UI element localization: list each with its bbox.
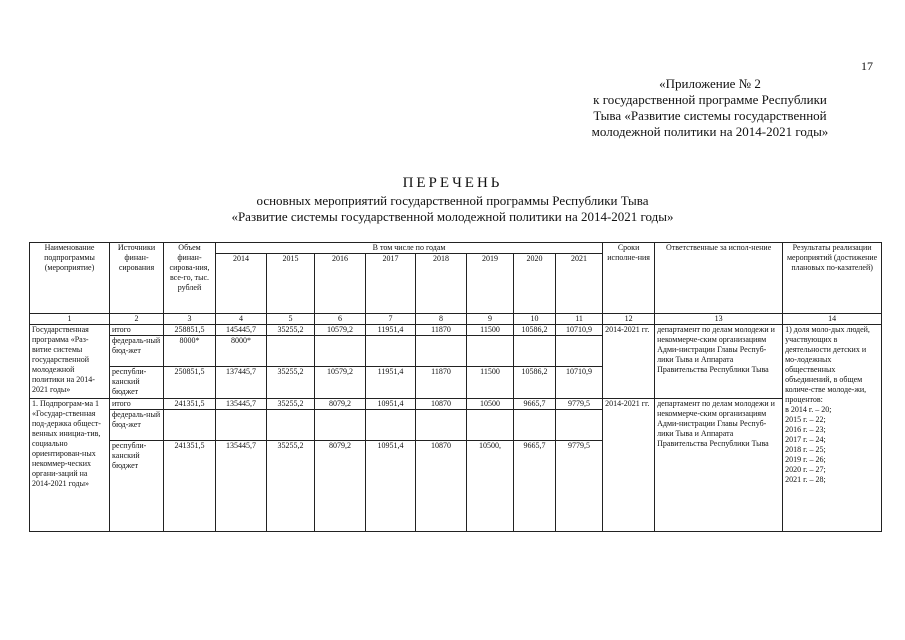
year-value-cell: 11951,4 (366, 325, 416, 336)
year-value-cell: 10579,2 (315, 325, 366, 336)
appendix-line-2: к государственной программе Республики (593, 92, 827, 107)
year-value-cell (416, 336, 467, 367)
year-value-cell: 135445,7 (216, 441, 267, 532)
source-cell: итого (110, 325, 164, 336)
year-value-cell: 9665,7 (514, 441, 556, 532)
year-value-cell: 10870 (416, 441, 467, 532)
header-year: 2017 (366, 254, 416, 314)
year-value-cell: 11870 (416, 325, 467, 336)
source-cell: итого (110, 399, 164, 410)
header-year: 2018 (416, 254, 467, 314)
source-cell: республи-канский бюджет (110, 441, 164, 532)
year-value-cell: 10951,4 (366, 441, 416, 532)
header-name: Наименование подпрограммы (мероприятие) (30, 243, 110, 314)
year-value-cell: 11500 (467, 325, 514, 336)
year-value-cell: 11951,4 (366, 367, 416, 399)
header-row (30, 243, 882, 254)
year-value-cell: 10579,2 (315, 367, 366, 399)
header-by-years: В том числе по годам (216, 243, 603, 254)
year-value-cell (267, 410, 315, 441)
year-value-cell: 10870 (416, 399, 467, 410)
results-text: 1) доля моло-дых людей, участвующих в деятельности детских и мо-лодежных общественных объединений, в общем количе-стве молоде-жи, процентов: (785, 325, 870, 404)
year-value-cell: 8000* (216, 336, 267, 367)
header-volume: Объем финан-сирова-ния, все-го, тыс. рублей (164, 243, 216, 314)
results-year: в 2014 г. – 20; (785, 405, 832, 414)
year-value-cell: 35255,2 (267, 441, 315, 532)
term-cell: 2014-2021 гг. (603, 325, 655, 399)
responsible-cell: департамент по делам молодежи и некоммерче-ским организациям Адми-нистрации Главы Респуб-лики Тыва и Аппарата Правительства Республики Тыва (655, 325, 783, 399)
year-value-cell (267, 336, 315, 367)
column-number: 10 (514, 314, 556, 325)
subprogram-name: 1. Подпрограм-ма 1 «Государ-ственная под-держка общест-венных инициа-тив, социально ориентирован-ных некоммер-ческих органи-заций на 2014-2021 годы» (30, 399, 110, 532)
year-value-cell: 10500, (467, 441, 514, 532)
year-value-cell: 9779,5 (556, 441, 603, 532)
total-cell: 258851,5 (164, 325, 216, 336)
column-number: 12 (603, 314, 655, 325)
results-year: 2017 г. – 24; (785, 435, 826, 444)
year-value-cell: 10710,9 (556, 325, 603, 336)
column-number: 6 (315, 314, 366, 325)
table-row (30, 325, 882, 336)
year-value-cell (315, 410, 366, 441)
results-cell (783, 325, 882, 532)
year-value-cell: 10586,2 (514, 367, 556, 399)
program-name: Государственная программа «Раз-витие системы государственной молодежной политики на 2014-2021 годы» (30, 325, 110, 399)
results-year: 2016 г. – 23; (785, 425, 826, 434)
year-value-cell: 9779,5 (556, 399, 603, 410)
column-number: 8 (416, 314, 467, 325)
page-number: 17 (861, 59, 873, 73)
results-year: 2020 г. – 27; (785, 465, 826, 474)
header-year: 2020 (514, 254, 556, 314)
year-value-cell: 145445,7 (216, 325, 267, 336)
total-cell (164, 410, 216, 441)
table-row (30, 399, 882, 410)
column-number: 9 (467, 314, 514, 325)
results-year: 2015 г. – 22; (785, 415, 826, 424)
activities-table (29, 242, 882, 532)
total-cell: 8000* (164, 336, 216, 367)
source-cell: федераль-ный бюд-жет (110, 410, 164, 441)
column-number: 2 (110, 314, 164, 325)
header-year: 2019 (467, 254, 514, 314)
year-value-cell: 35255,2 (267, 399, 315, 410)
column-number: 1 (30, 314, 110, 325)
year-value-cell (216, 410, 267, 441)
column-number: 11 (556, 314, 603, 325)
total-cell: 241351,5 (164, 399, 216, 410)
year-value-cell (315, 336, 366, 367)
header-year: 2014 (216, 254, 267, 314)
results-year: 2021 г. – 28; (785, 475, 826, 484)
document-title-line-2: «Развитие системы государственной молодежной политики на 2014-2021 годы» (231, 209, 674, 224)
header-year: 2016 (315, 254, 366, 314)
appendix-line-1: «Приложение № 2 (659, 76, 761, 91)
column-number: 3 (164, 314, 216, 325)
year-value-cell: 11870 (416, 367, 467, 399)
column-number: 13 (655, 314, 783, 325)
results-year: 2019 г. – 26; (785, 455, 826, 464)
term-cell: 2014-2021 гг. (603, 399, 655, 532)
results-year: 2018 г. – 25; (785, 445, 826, 454)
source-cell: федераль-ный бюд-жет (110, 336, 164, 367)
responsible-cell: департамент по делам молодежи и некоммерче-ским организациям Адми-нистрации Главы Респуб-лики Тыва и Аппарата Правительства Республики Тыва (655, 399, 783, 532)
year-value-cell: 137445,7 (216, 367, 267, 399)
year-value-cell: 8079,2 (315, 399, 366, 410)
year-value-cell (514, 336, 556, 367)
column-number: 7 (366, 314, 416, 325)
year-value-cell: 9665,7 (514, 399, 556, 410)
year-value-cell: 10951,4 (366, 399, 416, 410)
year-value-cell: 35255,2 (267, 325, 315, 336)
source-cell: республи-канский бюджет (110, 367, 164, 399)
year-value-cell (556, 336, 603, 367)
year-value-cell: 35255,2 (267, 367, 315, 399)
total-cell: 241351,5 (164, 441, 216, 532)
appendix-line-3: Тыва «Развитие системы государственной (593, 108, 827, 123)
header-source: Источники финан-сирования (110, 243, 164, 314)
column-number: 14 (783, 314, 882, 325)
total-cell: 250851,5 (164, 367, 216, 399)
column-number: 5 (267, 314, 315, 325)
year-value-cell: 135445,7 (216, 399, 267, 410)
year-value-cell (366, 410, 416, 441)
year-value-cell: 8079,2 (315, 441, 366, 532)
appendix-line-4: молодежной политики на 2014-2021 годы» (591, 124, 829, 139)
year-value-cell: 10500 (467, 399, 514, 410)
year-value-cell (467, 410, 514, 441)
header-year: 2015 (267, 254, 315, 314)
header-year: 2021 (556, 254, 603, 314)
document-title-line-1: основных мероприятий государственной программы Республики Тыва (256, 193, 649, 208)
column-numbers-row (30, 314, 882, 325)
header-responsible: Ответственные за испол-нение (655, 243, 783, 314)
year-value-cell (556, 410, 603, 441)
appendix-header (560, 76, 860, 140)
year-value-cell: 10586,2 (514, 325, 556, 336)
year-value-cell (467, 336, 514, 367)
year-value-cell (416, 410, 467, 441)
year-value-cell: 11500 (467, 367, 514, 399)
column-number: 4 (216, 314, 267, 325)
header-term: Сроки исполне-ния (603, 243, 655, 314)
year-value-cell: 10710,9 (556, 367, 603, 399)
document-heading: ПЕРЕЧЕНЬ (402, 175, 503, 191)
year-value-cell (514, 410, 556, 441)
year-value-cell (366, 336, 416, 367)
header-results: Результаты реализации мероприятий (достижение плановых по-казателей) (783, 243, 882, 314)
